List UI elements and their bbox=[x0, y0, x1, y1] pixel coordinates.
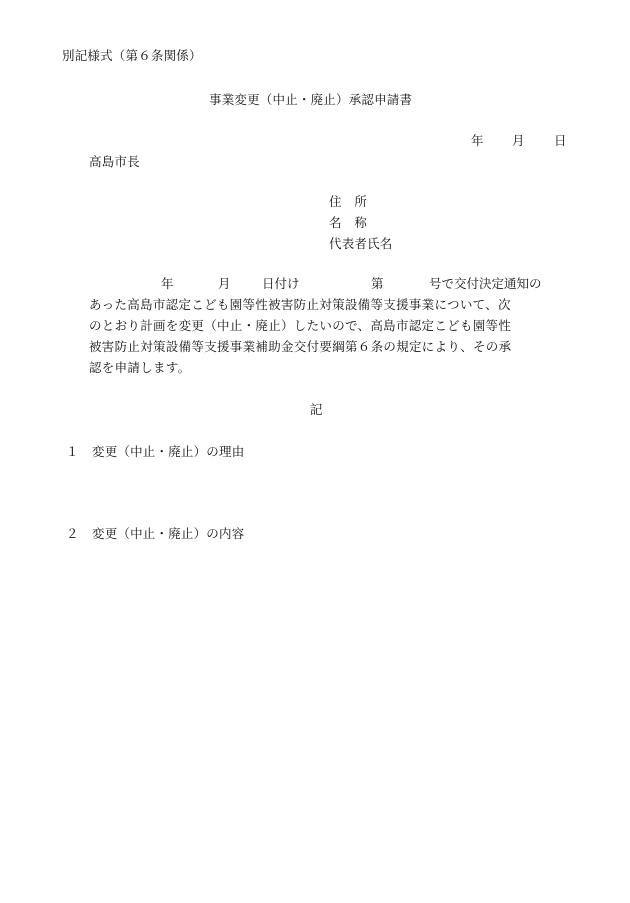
section-2-label: 変更（中止・廃止）の内容 bbox=[92, 526, 245, 541]
document-title: 事業変更（中止・廃止）承認申請書 bbox=[209, 92, 413, 107]
body-line: あった高島市認定こども園等性被害防止対策設備等支援事業について、次 bbox=[89, 297, 511, 312]
section-2-number: ２ bbox=[66, 526, 79, 541]
body-month: 月 bbox=[218, 276, 231, 291]
name-label: 名 称 bbox=[329, 215, 368, 230]
body-dated: 日付け bbox=[262, 276, 300, 291]
body-year: 年 bbox=[161, 276, 174, 291]
address-label: 住 所 bbox=[329, 194, 368, 209]
date-month: 月 bbox=[512, 133, 525, 148]
addressee: 高島市長 bbox=[89, 154, 140, 169]
date-year: 年 bbox=[471, 133, 484, 148]
body-line: のとおり計画を変更（中止・廃止）したいので、高島市認定こども園等性 bbox=[89, 318, 512, 333]
body-line: 被害防止対策設備等支援事業補助金交付要綱第６条の規定により、その承 bbox=[89, 339, 512, 354]
section-1-number: １ bbox=[66, 444, 79, 459]
body-number-prefix: 第 bbox=[371, 276, 384, 291]
form-label: 別記様式（第６条関係） bbox=[62, 48, 202, 63]
date-day: 日 bbox=[554, 133, 567, 148]
body-line: 認を申請します。 bbox=[89, 360, 191, 375]
ki-heading: 記 bbox=[310, 402, 323, 417]
body-number-suffix: 号で交付決定通知の bbox=[429, 276, 542, 291]
representative-label: 代表者氏名 bbox=[329, 236, 393, 251]
section-1-label: 変更（中止・廃止）の理由 bbox=[92, 444, 245, 459]
